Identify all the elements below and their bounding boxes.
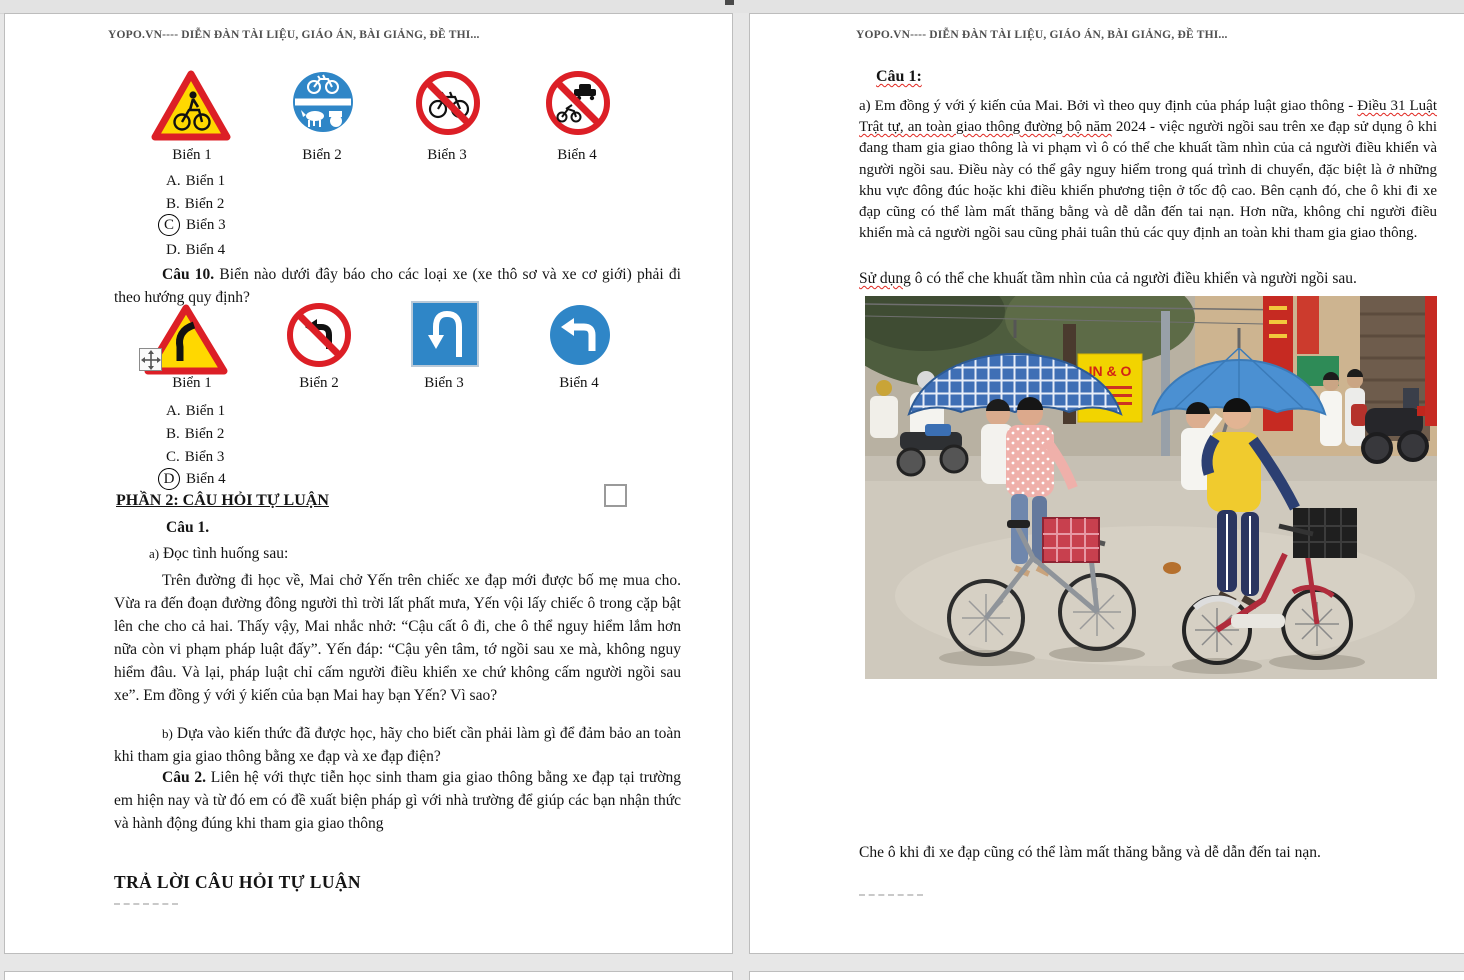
option-label: Biển 4 [186, 470, 226, 487]
caption-text: ô có thể che khuất tầm nhìn của cả người điều khiển và người ngồi sau. [910, 270, 1357, 287]
question-number: Câu 2. [162, 769, 206, 786]
part2-heading: PHẦN 2: CÂU HỎI TỰ LUẬN [116, 492, 329, 509]
sign-left-curve-warning-icon [142, 301, 230, 384]
sign-u-turn-icon [411, 301, 479, 372]
essay-question-1-label: Câu 1. [166, 519, 210, 536]
content-control-checkbox[interactable] [604, 484, 627, 507]
option-letter: C. [166, 448, 180, 465]
option-letter: A. [166, 402, 181, 419]
q10-option-c [166, 445, 224, 469]
option-label: Biển 2 [184, 195, 225, 212]
option-letter: B. [166, 425, 180, 442]
q10-option-a [166, 399, 225, 423]
answer-circle: D [158, 468, 180, 490]
move-cursor-icon [141, 350, 161, 370]
option-label: Biển 2 [184, 425, 225, 442]
option-label: Biển 4 [185, 241, 226, 258]
spellcheck-flagged-text: Điều 31 Luật Trật tự, an toàn giao thông đường bộ năm [859, 98, 1437, 136]
q9-option-a [166, 169, 225, 193]
sign-bicycle-horse-lane-icon [292, 71, 354, 138]
document-page-left [4, 13, 733, 954]
sign-no-motor-vehicles-icon [546, 71, 610, 140]
hidden-text-marks [114, 903, 178, 905]
item-text: Dựa vào kiến thức đã được học, hãy cho biết cần phải làm gì để đảm bảo an toàn khi tham gia giao thông bằng xe đạp và xe đạp điện? [114, 725, 681, 765]
situation-paragraph: Trên đường đi học về, Mai chở Yến trên chiếc xe đạp mới được bố mẹ mua cho. Vừa ra đến đoạn đường đông người thì trời lất phất mưa, Yến vội lấy chiếc ô trong cặp bật lên che cho cả hai. Thấy vậy, Mai nhắc nhở: “Cậu cất ô đi, che ô thể nguy hiểm lắm hơn nữa còn vi phạm pháp luật đấy”. Yến đáp: “Cậu yên tâm, tớ ngồi sau xe mà, không nguy hiểm đâu. Và lại, pháp luật chỉ cấm người điều khiển xe chứ không cấm người ngồi sau xe”. Em đồng ý với ý kiến của bạn Mai hay bạn Yến? Vì sao? [114, 572, 681, 704]
option-label: Biển 1 [185, 402, 226, 419]
sign-no-left-turn-icon [287, 303, 351, 372]
sign-no-bicycle-icon [416, 71, 480, 140]
heading-text: Câu 1: [876, 68, 922, 85]
sign-label: Biển 4 [559, 375, 599, 391]
essay-question-2-paragraph [114, 766, 681, 835]
question-number: Câu 10. [162, 266, 215, 283]
sign-label: Biển 4 [557, 147, 597, 163]
sign-label: Biển 3 [427, 147, 467, 163]
photo-caption-top [859, 270, 1357, 288]
sign-label: Biển 2 [302, 147, 342, 163]
shop-sign-text: IN & O [1088, 363, 1132, 379]
sign-label: Biển 1 [172, 375, 212, 391]
q9-option-d [166, 238, 225, 262]
page-gap [733, 13, 749, 955]
answer-circle: C [158, 214, 180, 236]
hidden-text-marks [859, 894, 923, 896]
option-label: Biển 3 [186, 216, 226, 233]
q9-option-c-selected [158, 213, 226, 237]
sign-turn-left-icon [548, 303, 612, 372]
q10-option-b [166, 422, 224, 446]
option-letter: D. [166, 241, 181, 258]
sign-label: Biển 1 [172, 147, 212, 163]
page-header: YOPO.VN---- DIỄN ĐÀN TÀI LIỆU, GIÁO ÁN, BÀI GIẢNG, ĐỀ THI... [108, 29, 480, 41]
q10-option-d-selected [158, 467, 226, 491]
option-letter: B. [166, 195, 180, 212]
street-photo [865, 296, 1437, 679]
answer-1-heading [876, 68, 922, 86]
cursor-artifact [725, 0, 734, 5]
photo-caption-bottom: Che ô khi đi xe đạp cũng có thể làm mất thăng bằng và dễ dẫn đến tai nạn. [859, 844, 1321, 861]
answer-1a-paragraph [859, 96, 1437, 244]
item-letter: a) [149, 546, 160, 561]
sign-label: Biển 2 [299, 375, 339, 391]
sign-bicycle-warning-icon [149, 67, 233, 150]
question-body: Liên hệ với thực tiễn học sinh tham gia giao thông bằng xe đạp tại trường em hiện nay và từ đó em có đề xuất biện pháp gì với nhà trường để giúp các bạn nhận thức và hành động đúng khi tham gia giao thông [114, 769, 681, 832]
option-label: Biển 3 [184, 448, 225, 465]
item-text: Đọc tình huống sau: [159, 545, 289, 562]
spellcheck-flagged-text: Sử dụng [859, 270, 911, 287]
sign-label: Biển 3 [424, 375, 464, 391]
document-page-right [749, 13, 1464, 954]
option-label: Biển 1 [185, 172, 226, 189]
page-header: YOPO.VN---- DIỄN ĐÀN TÀI LIỆU, GIÁO ÁN, BÀI GIẢNG, ĐỀ THI... [856, 29, 1228, 41]
option-letter: A. [166, 172, 181, 189]
item-a-line [149, 545, 288, 563]
question-body: Biển nào dưới đây báo cho các loại xe (xe thô sơ và xe cơ giới) phải đi theo hướng quy định? [114, 266, 681, 306]
item-b-paragraph [114, 722, 681, 768]
item-letter: b) [162, 726, 173, 741]
answer-text: 2024 - việc người ngồi sau trên xe đạp sử dụng ô khi đang tham gia giao thông là vi phạm vì ô có thể che khuất tầm nhìn của cả người điều khiển và người ngồi sau. Điều này có thể gây nguy hiểm trong quá trình di chuyển, đặc biệt là ở những khu vực đông đúc hoặc khi điều khiển phương tiện ở tốc độ cao. Bên cạnh đó, che ô khi đi xe đạp cũng có thể làm mất thăng bằng và dễ dẫn đến tai nạn. Hơn nữa, không chỉ người điều khiển mà cả người ngồi sau cũng phải tuân thủ các quy định an toàn khi tham gia giao thông. [859, 119, 1437, 242]
object-move-handle[interactable] [139, 348, 162, 371]
answers-heading: TRẢ LỜI CÂU HỎI TỰ LUẬN [114, 872, 361, 892]
answer-text: a) Em đồng ý với ý kiến của Mai. Bởi vì theo quy định của pháp luật giao thông - [859, 98, 1358, 114]
